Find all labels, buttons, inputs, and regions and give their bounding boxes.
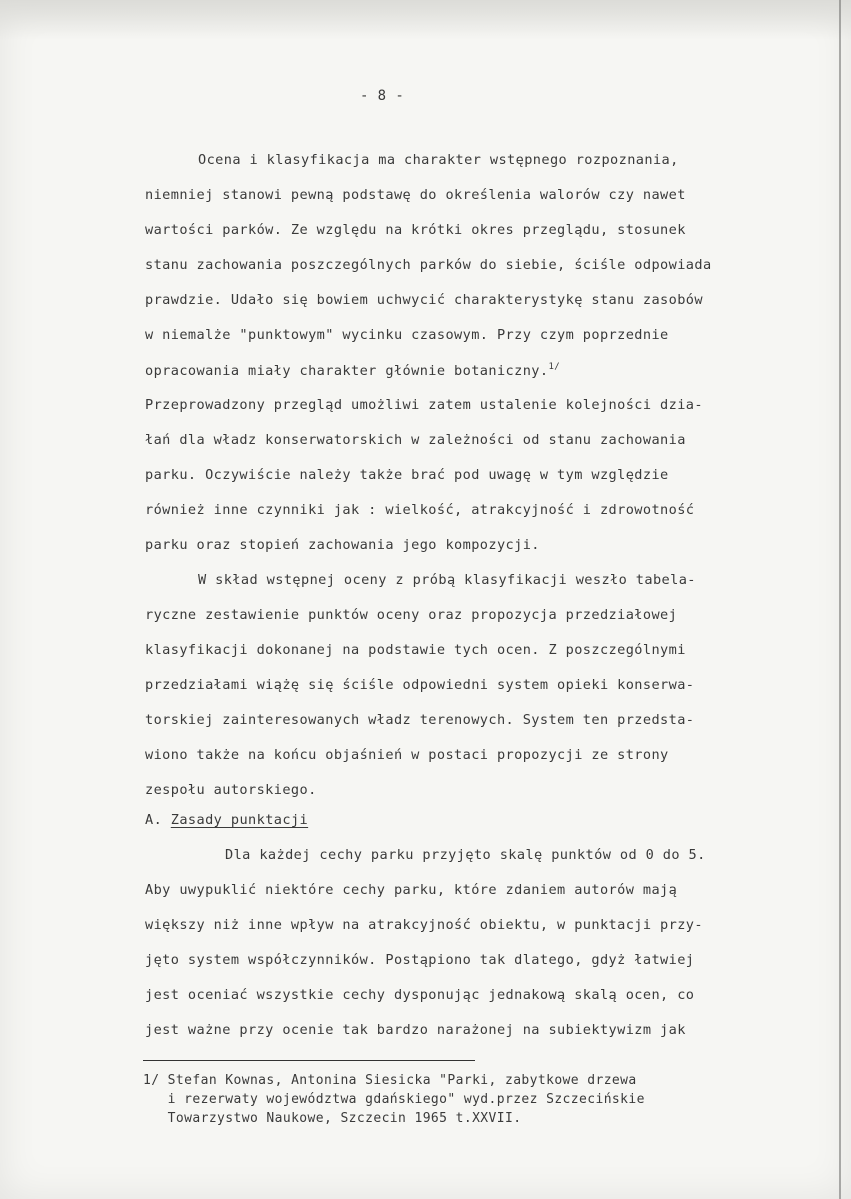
paragraph-line: Ocena i klasyfikacja ma charakter wstępnego rozpoznania,: [198, 152, 679, 168]
footnote-reference: 1/: [548, 362, 561, 372]
paragraph-line: niemniej stanowi pewną podstawę do określenia walorów czy nawet: [145, 187, 686, 203]
paragraph-line: Przeprowadzony przegląd umożliwi zatem ustalenie kolejności dzia-: [145, 397, 703, 413]
paragraph-line: [145, 362, 560, 379]
paragraph-line: jęto system współczynników. Postąpiono tak dlatego, gdyż łatwiej: [145, 952, 695, 968]
page-number: - 8 -: [360, 88, 405, 104]
paragraph-line: stanu zachowania poszczególnych parków do siebie, ściśle odpowiada: [145, 257, 712, 273]
footnote-line: i rezerwaty województwa gdańskiego" wyd.przez Szczecińskie: [143, 1092, 645, 1107]
paragraph-line: Aby uwypuklić niektóre cechy parku, które zdaniem autorów mają: [145, 882, 678, 898]
paragraph-line: Dla każdej cechy parku przyjęto skalę punktów od 0 do 5.: [225, 847, 706, 863]
paragraph-line-text: opracowania miały charakter głównie botaniczny.: [145, 363, 549, 379]
scan-edge-right: [839, 0, 841, 1199]
paragraph-line: wartości parków. Ze względu na krótki okres przeglądu, stosunek: [145, 222, 686, 238]
paragraph-line: wiono także na końcu objaśnień w postaci propozycji ze strony: [145, 747, 669, 763]
scan-shadow-top: [0, 0, 851, 40]
paragraph-line: ryczne zestawienie punktów oceny oraz propozycja przedziałowej: [145, 607, 678, 623]
paragraph-line: większy niż inne wpływ na atrakcyjność obiektu, w punktacji przy-: [145, 917, 703, 933]
paragraph-line: przedziałami wiążę się ściśle odpowiedni system opieki konserwa-: [145, 677, 695, 693]
paragraph-line: łań dla władz konserwatorskich w zależności od stanu zachowania: [145, 432, 686, 448]
section-prefix: A.: [145, 812, 163, 828]
footnote-line: Towarzystwo Naukowe, Szczecin 1965 t.XXVII.: [143, 1111, 522, 1126]
paragraph-line: W skład wstępnej oceny z próbą klasyfikacji weszło tabela-: [198, 572, 696, 588]
paragraph-line: jest ważne przy ocenie tak bardzo narażonej na subiektywizm jak: [145, 1022, 686, 1038]
section-heading: [145, 812, 308, 828]
paragraph-line: w niemalże "punktowym" wycinku czasowym. Przy czym poprzednie: [145, 327, 669, 343]
section-title: Zasady punktacji: [170, 812, 309, 828]
paragraph-line: prawdzie. Udało się bowiem uchwycić charakterystykę stanu zasobów: [145, 292, 703, 308]
paragraph-line: jest oceniać wszystkie cechy dysponując jednakową skalą ocen, co: [145, 987, 695, 1003]
paragraph-line: klasyfikacji dokonanej na podstawie tych ocen. Z poszczególnymi: [145, 642, 686, 658]
paragraph-line: parku oraz stopień zachowania jego kompozycji.: [145, 537, 540, 553]
paragraph-line: torskiej zainteresowanych władz terenowych. System ten przedsta-: [145, 712, 695, 728]
footnote-line: 1/ Stefan Kownas, Antonina Siesicka "Parki, zabytkowe drzewa: [143, 1073, 637, 1088]
footnote-divider: [143, 1060, 475, 1061]
paragraph-line: zespołu autorskiego.: [145, 782, 317, 798]
paragraph-line: parku. Oczywiście należy także brać pod uwagę w tym względzie: [145, 467, 669, 483]
paragraph-line: również inne czynniki jak : wielkość, atrakcyjność i zdrowotność: [145, 502, 695, 518]
